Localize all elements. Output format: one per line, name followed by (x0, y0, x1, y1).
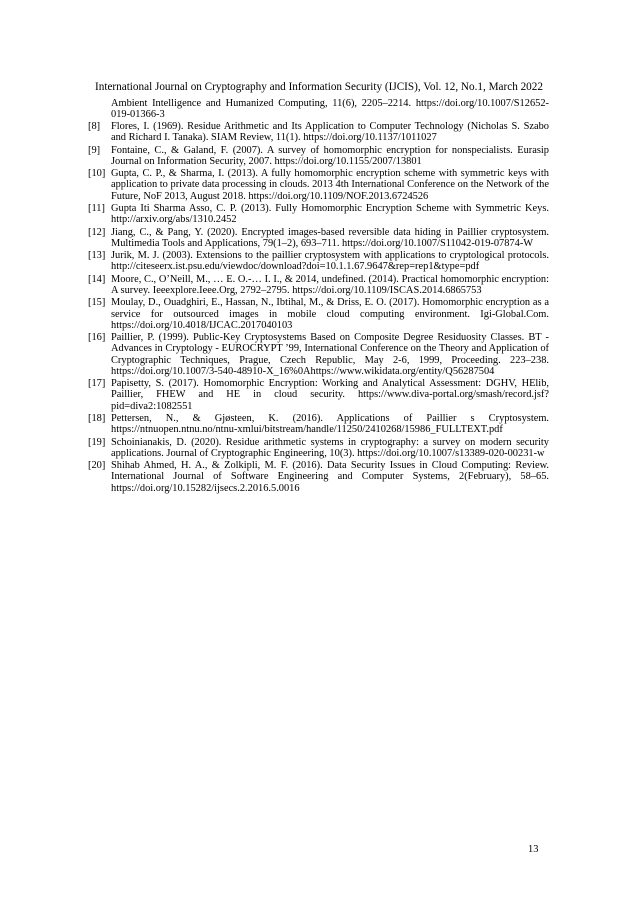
reference-text: Papisetty, S. (2017). Homomorphic Encryption: Working and Analytical Assessment: DGHV, HElib, Paillier, FHEW and HE in cloud security. https://www.diva-portal.org/smash/record.jsf?pid=diva2:1082551 (111, 378, 549, 412)
reference-text: Shihab Ahmed, H. A., & Zolkipli, M. F. (2016). Data Security Issues in Cloud Computing: Review. International Journal of Software Engineering and Computer Systems, 2(February), 58–65. https://doi.org/10.15282/ijsecs.2.2016.5.0016 (111, 460, 549, 494)
reference-item (88, 168, 549, 202)
reference-text: Schoinianakis, D. (2020). Residue arithmetic systems in cryptography: a survey on modern security applications. Journal of Cryptographic Engineering, 10(3). https://doi.org/10.1007/s13389-020-00231-w (111, 436, 549, 459)
reference-text: Pettersen, N., & Gjøsteen, K. (2016). Applications of Paillier s Cryptosystem. https://ntnuopen.ntnu.no/ntnu-xmlui/bitstream/handle/11250/2410268/15986_FULLTEXT.pdf (111, 412, 549, 436)
reference-item (88, 460, 549, 494)
reference-number: [20] (88, 460, 106, 472)
reference-number: [15] (88, 297, 106, 309)
reference-continuation: Ambient Intelligence and Humanized Computing, 11(6), 2205–2214. https://doi.org/10.1007/S12652-019-01366-3 (111, 98, 549, 121)
reference-text: Fontaine, C., & Galand, F. (2007). A survey of homomorphic encryption for nonspecialists. Eurasip Journal on Information Security, 2007. https://doi.org/10.1155/2007/13801 (111, 144, 549, 167)
reference-number: [16] (88, 332, 106, 344)
reference-text: Moore, C., O’Neill, M., … E. O.-… I. I., & 2014, undefined. (2014). Practical homomorphic encryption: A survey. Ieeexplore.Ieee.Org, 2792–2795. https://doi.org/10.1109/ISCAS.2014.6865753 (111, 273, 549, 296)
reference-text: Jurik, M. J. (2003). Extensions to the paillier cryptosystem with applications to cryptological protocols. http://citeseerx.ist.psu.edu/viewdoc/download?doi=10.1.1.67.9647&rep=rep1&type=pdf (111, 250, 549, 273)
reference-item (88, 437, 549, 459)
reference-item (88, 145, 549, 167)
reference-text: Gupta Iti Sharma Asso, C. P. (2013). Fully Homomorphic Encryption Scheme with Symmetric Keys. http://arxiv.org/abs/1310.2452 (111, 202, 549, 226)
reference-number: [8] (88, 121, 101, 132)
journal-header: International Journal on Cryptography and Information Security (IJCIS), Vol. 12, No.1, March 2022 (95, 81, 543, 93)
reference-number: [18] (88, 412, 106, 424)
reference-list (88, 121, 549, 495)
reference-number: [12] (88, 226, 106, 238)
reference-text: Moulay, D., Ouadghiri, E., Hassan, N., Ibtihal, M., & Driss, E. O. (2017). Homomorphic encryption as a service for outsourced images in mobile cloud computing environment. Igi-Global.Com. https://doi.org/10.4018/IJCAC.2017040103 (111, 297, 549, 331)
reference-number: [10] (88, 168, 106, 180)
reference-item (88, 227, 549, 249)
reference-item (88, 413, 549, 435)
page-number: 13 (528, 844, 539, 855)
reference-text: Jiang, C., & Pang, Y. (2020). Encrypted images-based reversible data hiding in Paillier cryptosystem. Multimedia Tools and Applications, 79(1–2), 693–711. https://doi.org/10.1007/S11042-019-07874-W (111, 226, 549, 249)
reference-text: Flores, I. (1969). Residue Arithmetic and Its Application to Computer Technology (Nicholas S. Szabo and Richard I. Tanaka). SIAM Review, 11(1). https://doi.org/10.1137/1011027 (111, 121, 549, 144)
reference-number: [14] (88, 273, 106, 285)
reference-item (88, 378, 549, 412)
reference-item (88, 332, 549, 377)
reference-number: [11] (88, 202, 105, 214)
reference-item (88, 297, 549, 331)
reference-item (88, 203, 549, 225)
reference-number: [13] (88, 250, 106, 262)
reference-item (88, 121, 549, 143)
reference-number: [9] (88, 144, 101, 156)
reference-number: [17] (88, 378, 106, 390)
reference-item (88, 250, 549, 272)
reference-number: [19] (88, 436, 106, 448)
reference-item (88, 274, 549, 296)
reference-text: Gupta, C. P., & Sharma, I. (2013). A fully homomorphic encryption scheme with symmetric keys with application to private data processing in clouds. 2013 4th International Conference on the Network of the Future, NoF 2013, August 2018. https://doi.org/10.1109/NOF.2013.6724526 (111, 168, 549, 202)
reference-text: Paillier, P. (1999). Public-Key Cryptosystems Based on Composite Degree Residuosity Classes. BT - Advances in Cryptology - EUROCRYPT ’99, International Conference on the Theory and Application of Cryptographic Techniques, Prague, Czech Republic, May 2-6, 1999, Proceeding. 223–238. https://doi.org/10.1007/3-540-48910-X_16%0Ahttps://www.wikidata.org/entity/Q56287504 (111, 332, 549, 377)
